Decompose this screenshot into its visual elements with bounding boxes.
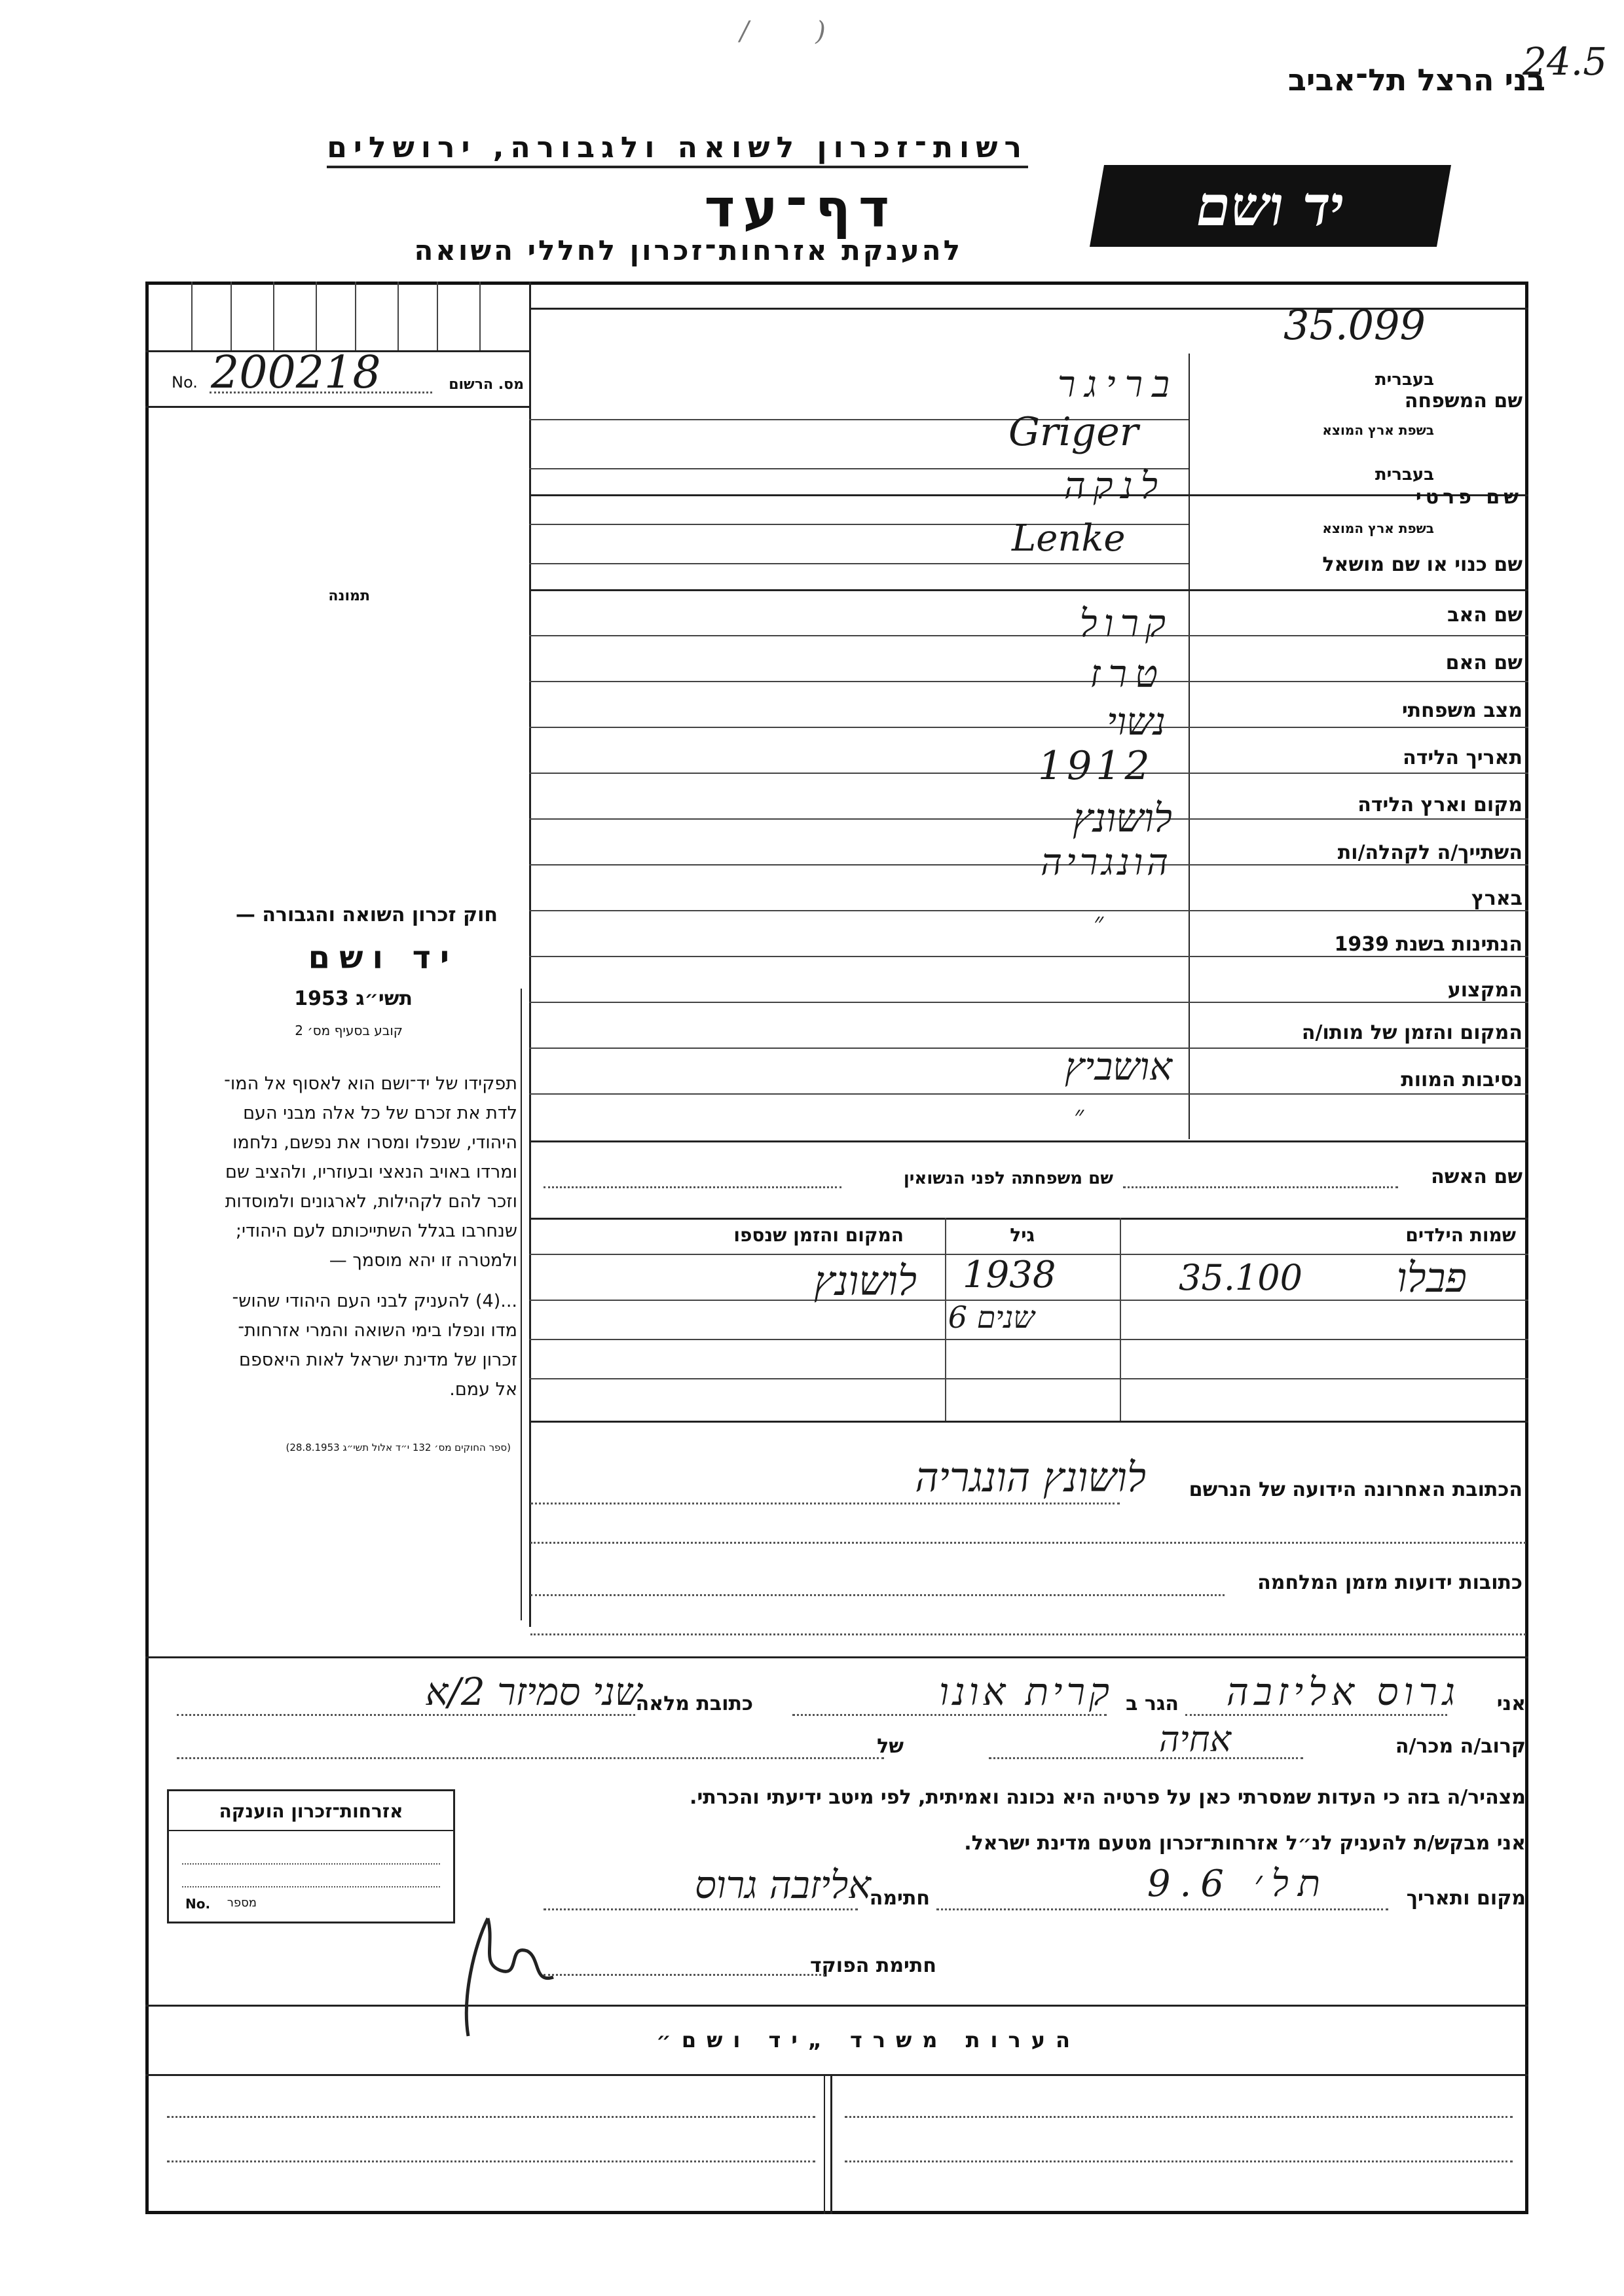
marital-label: מצב משפחתי — [1401, 699, 1522, 722]
child-age-note: שנים 6 — [948, 1300, 1035, 1335]
corner-note: 24.5 — [1522, 39, 1608, 84]
of-label: של — [877, 1735, 904, 1758]
row-line-nick-top — [529, 589, 1528, 591]
row-line-1 — [529, 635, 1528, 636]
law-title: חוק זכרון השואה והגבורה — — [235, 903, 498, 926]
wartime-line-2 — [530, 1633, 1526, 1635]
birth-date: 1912 — [1038, 743, 1154, 789]
remarks-top-line — [145, 2005, 1528, 2007]
remarks-line-r1 — [845, 2116, 1513, 2118]
remarks-line-l1 — [167, 2116, 815, 2118]
children-bottom-line — [529, 1421, 1528, 1423]
request-text: אני מבקש/ת להעניק לנ״ל אזרחות־זכרון מטעם מדינת ישראל. — [964, 1832, 1526, 1855]
reg-label: מס. הרשום — [449, 376, 524, 393]
row-line-3 — [529, 727, 1528, 728]
relation-label: קרוב/ה מכר/ה — [1395, 1735, 1526, 1758]
tally-grid — [145, 282, 529, 350]
row-line-first — [529, 563, 1189, 564]
remarks-line-l2 — [167, 2160, 815, 2162]
reg-number: 200218 — [211, 347, 381, 399]
last-address-line-2 — [530, 1542, 1526, 1544]
row-line-12 — [529, 1140, 1528, 1142]
children-age-header: גיל — [1010, 1224, 1035, 1246]
birthdate-label: תאריך הלידה — [1403, 746, 1522, 769]
form-title: דף־עד — [704, 178, 897, 239]
full-address: שני סמיזר 2/א — [425, 1669, 642, 1714]
family-hebrew-label: בעברית — [1375, 370, 1434, 390]
left-column-divider — [529, 282, 531, 1627]
children-col-2 — [1120, 1218, 1121, 1421]
declaration-text: מצהיר/ה בזה כי העדות שמסרתי כאן על פרטיה היא נכונה ואמיתית, לפי מיטב ידיעתי והכרתי. — [690, 1786, 1526, 1809]
children-row-line-2 — [529, 1339, 1528, 1340]
child-name: פבלו — [1396, 1254, 1467, 1302]
death-circ-label: נסיבות המוות — [1401, 1068, 1522, 1091]
wartime-line — [530, 1594, 1225, 1596]
family-name-label: שם המשפחה — [1404, 390, 1522, 412]
row-line-6 — [529, 864, 1528, 866]
city-line — [792, 1714, 1107, 1716]
law-box-edge — [521, 989, 522, 1620]
remarks-divider — [830, 2074, 832, 2214]
law-name: יד ושם — [308, 939, 458, 976]
law-citation: (ספר החוקים מס׳ 132 י״ד אלול תשי״ג 28.8.1953) — [286, 1442, 511, 1453]
birthplace-label: מקום וארץ הלידה — [1357, 793, 1522, 816]
family-name-hebrew: בריגר — [1057, 363, 1179, 406]
country-label: בארץ — [1471, 887, 1522, 910]
father-label: שם האב — [1447, 604, 1522, 627]
reg-bottom-line — [145, 406, 529, 408]
family-origin-label: בשפת ארץ המוצא — [1322, 422, 1434, 438]
first-name-origin: Lenke — [1012, 517, 1126, 560]
first-name-hebrew: לנקה — [1063, 465, 1166, 507]
logo-text: יד ושם — [1190, 173, 1350, 238]
first-origin-label: בשפת ארץ המוצא — [1322, 520, 1434, 536]
death-place-label: המקום והזמן של מותו/ה — [1301, 1021, 1522, 1044]
officer-signature-mark — [429, 1905, 560, 2062]
wife-line — [1123, 1186, 1398, 1188]
relation-line — [989, 1757, 1303, 1759]
signature-line — [544, 1908, 858, 1910]
of-line — [177, 1757, 884, 1759]
place-date: תל׳ 9.6 — [1147, 1863, 1329, 1905]
signature-label: חתימה — [869, 1887, 930, 1910]
pen-marks: / ) — [740, 16, 826, 46]
place-date-label: מקום ותאריך — [1406, 1887, 1526, 1910]
label-column-divider — [1189, 354, 1190, 1139]
children-place-header: המקום והזמן שנספו — [733, 1224, 904, 1246]
mother-label: שם האם — [1445, 651, 1522, 674]
citizenship-label: הנתינות בשנת 1939 — [1334, 933, 1522, 956]
wife-label: שם האשה — [1431, 1165, 1522, 1188]
declaration-top-line — [145, 1656, 1528, 1658]
children-top-line — [529, 1218, 1528, 1220]
profession-label: המקצוע — [1447, 979, 1522, 1002]
officer-line — [544, 1974, 825, 1976]
granted-number-label: מספר — [227, 1896, 257, 1910]
wartime-label: כתובות ידועות מזמן המלחמה — [1257, 1571, 1522, 1594]
first-hebrew-label: בעברית — [1375, 465, 1434, 484]
last-address-label: הכתובת האחרונה הידועה של הנרשם — [1189, 1478, 1522, 1501]
law-year: תשי״ג 1953 — [294, 987, 413, 1010]
row-line-family — [529, 494, 1528, 496]
country-value: ״ — [1094, 907, 1104, 938]
relation-value: אחיה — [1158, 1719, 1231, 1760]
row-line-11 — [529, 1093, 1528, 1095]
remarks-header-line — [145, 2074, 1528, 2076]
declarant-signature: אליזבה גרוס — [694, 1863, 871, 1907]
law-paragraph-2: ...(4) להעניק לבני העם היהודי שהוש־ מדו ונפלו בימי השואה והמרי אזרחות־ זכרון של מדינת ישראל לאות היאספם אל עמם. — [232, 1291, 517, 1400]
declarant-city: קרית אונו — [939, 1669, 1113, 1714]
officer-signature-label: חתימת הפוקד — [810, 1954, 936, 1977]
row-line-10 — [529, 1048, 1528, 1049]
full-address-line — [177, 1714, 635, 1716]
family-name-origin: Griger — [1008, 409, 1139, 455]
row-line-2 — [529, 681, 1528, 682]
declarant-name-line — [1185, 1714, 1447, 1716]
full-address-label: כתובת מלאה — [635, 1692, 753, 1715]
maiden-label: שם משפחתה לפני הנשואין — [903, 1169, 1113, 1188]
yad-vashem-logo — [1090, 165, 1451, 247]
resides-label: הגר ב — [1126, 1692, 1179, 1715]
row-line-4 — [529, 773, 1528, 774]
row-line-5 — [529, 818, 1528, 820]
community-label: השתייך/ה לקהלה/ות — [1337, 841, 1522, 864]
granted-title: אזרחות־זכרון הוענקה — [169, 1791, 453, 1831]
death-circ-value: ״ — [1074, 1101, 1084, 1131]
stamp-text: בני הרצל תל־אביב — [1287, 62, 1545, 98]
children-names-header: שמות הילדים — [1405, 1224, 1516, 1246]
father-name: קרול — [1079, 601, 1172, 646]
birth-place: לושונץ — [1072, 795, 1172, 841]
remarks-divider-2 — [824, 2074, 825, 2214]
child-place: לושונץ — [813, 1257, 917, 1305]
granted-box — [167, 1789, 455, 1923]
row-line-8 — [529, 956, 1528, 957]
top-number: 35.099 — [1283, 301, 1426, 349]
granted-no-label: No. — [185, 1896, 211, 1912]
children-col-1 — [945, 1218, 946, 1421]
row-line-7 — [529, 910, 1528, 911]
mother-name: טרז — [1090, 651, 1166, 696]
child-age: 1938 — [963, 1254, 1056, 1296]
declarant-name: גרוס אליזבה — [1226, 1669, 1460, 1714]
last-address: לושונץ הונגריה — [915, 1453, 1146, 1501]
marital-status: נשוי — [1107, 699, 1166, 744]
reg-no-label: No. — [172, 373, 198, 392]
community-value: הונגריה — [1041, 841, 1172, 884]
authority-line: רשות־זכרון לשואה ולגבורה, ירושלים — [327, 131, 1028, 168]
last-address-line — [530, 1503, 1120, 1504]
children-row-line-3 — [529, 1378, 1528, 1379]
law-paragraph-1: תפקידו של יד־ושם הוא לאסוף אל המו־ לדת את זכרם של כל אלה מבני העם היהודי, שנפלו ומסרו את נפשם, נלחמו ומרדו באויב הנאצי ובעוזריו, ולהציב שם וזכר להם לקהילות, לארגונים ולמוסדות שנחרבו בגלל השתייכותם לעם היהודי; ולמטרה זו יהא מוסמך — — [224, 1074, 517, 1271]
remarks-line-r2 — [845, 2160, 1513, 2162]
place-date-line — [936, 1908, 1388, 1910]
photo-label: תמונה — [328, 588, 370, 604]
remarks-title: הערות משרד „יד ושם״ — [656, 2028, 1080, 2052]
child-code: 35.100 — [1179, 1257, 1302, 1298]
row-line-9 — [529, 1002, 1528, 1003]
nickname-label: שם כנוי או שם מושאל — [1322, 553, 1522, 576]
law-section: קובע בסעיף מס׳ 2 — [295, 1023, 403, 1038]
death-place-value: אושביץ — [1064, 1044, 1172, 1089]
maiden-line — [544, 1186, 841, 1188]
first-name-label: שם פרטי — [1415, 486, 1522, 509]
declarant-i-label: אני — [1496, 1692, 1526, 1715]
form-subtitle: להענקת אזרחות־זכרון לחללי השואה — [414, 234, 963, 266]
